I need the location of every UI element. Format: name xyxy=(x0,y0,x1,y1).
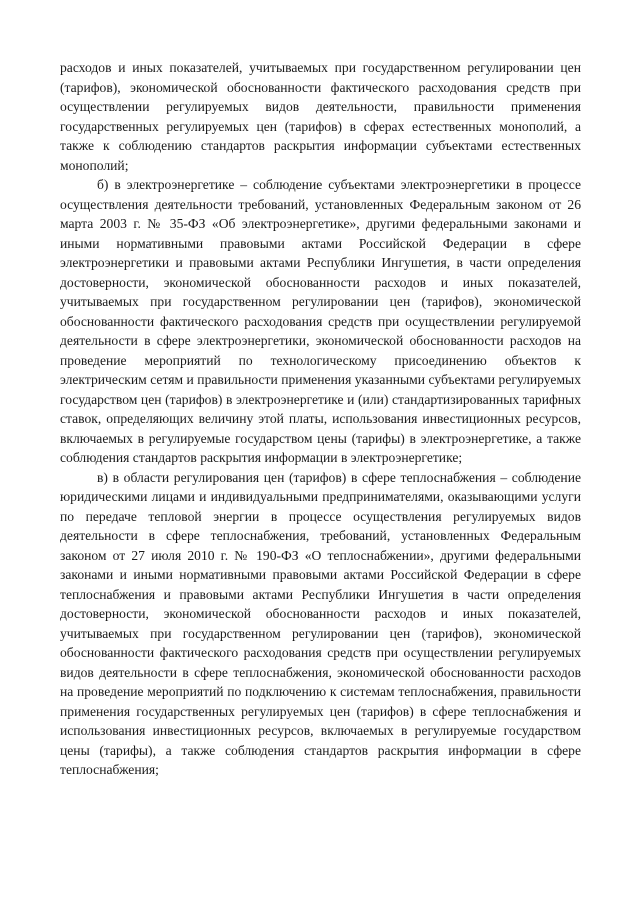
paragraph-continuation: расходов и иных показателей, учитываемых при государственном регулировании цен (тарифов), экономической обоснованности фактического расходования средств при осуществлении регулируемых видов деятельности, правильности применения государственных регулируемых цен (тарифов) в сферах естественных монополий, а также к соблюдению стандартов раскрытия информации субъектами естественных монополий; xyxy=(60,60,581,173)
paragraph-heat-supply: в) в области регулирования цен (тарифов) в сфере теплоснабжения – соблюдение юридическими лицами и индивидуальными предпринимателями, оказывающими услуги по передаче тепловой энергии в процессе осуществления регулируемых видов деятельности в сфере теплоснабжения, требований, установленных Федеральным законом от 27 июля 2010 г. № 190-ФЗ «О теплоснабжении», другими федеральными законами и иными нормативными правовыми актами Российской Федерации в сфере теплоснабжения и правовыми актами Республики Ингушетия в части определения достоверности, экономической обоснованности расходов и иных показателей, учитываемых при государственном регулировании цен (тарифов), экономической обоснованности фактического расходования средств при осуществлении регулируемых видов деятельности в сфере теплоснабжения, экономической обоснованности расходов на проведение мероприятий по подключению к системам теплоснабжения, правильности применения государственных регулируемых цен (тарифов) в сфере теплоснабжения и использования инвестиционных ресурсов, включаемых в регулируемые государством цены (тарифы), а также соблюдения стандартов раскрытия информации в сфере теплоснабжения; xyxy=(60,469,581,777)
document-page xyxy=(60,58,581,780)
paragraph-electricity: б) в электроэнергетике – соблюдение субъектами электроэнергетики в процессе осуществления деятельности требований, установленных Федеральным законом от 26 марта 2003 г. № 35-ФЗ «Об электроэнергетике», другими федеральными законами и иными нормативными правовыми актами Российской Федерации в сфере электроэнергетики и правовыми актами Республики Ингушетия, в части определения достоверности, экономической обоснованности расходов и иных показателей, учитываемых при государственном регулировании цен (тарифов), экономической обоснованности фактического расходования средств при осуществлении регулируемой деятельности в сфере электроэнергетики, экономической обоснованности расходов на проведение мероприятий по технологическому присоединению объектов к электрическим сетям и правильности применения указанными субъектами регулируемых государством цен (тарифов) в электроэнергетике и (или) стандартизированных тарифных ставок, определяющих величину этой платы, использования инвестиционных ресурсов, включаемых в регулируемые государством цены (тарифы) в электроэнергетике, а также соблюдения стандартов раскрытия информации в электроэнергетике; xyxy=(60,177,581,465)
